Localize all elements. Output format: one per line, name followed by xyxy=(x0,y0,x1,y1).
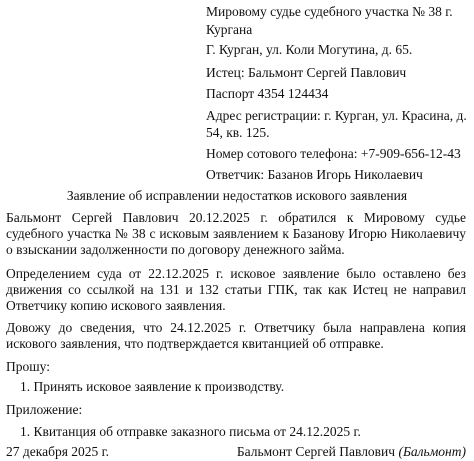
registration-line-1: Адрес регистрации: г. Курган, ул. Красина, д. xyxy=(206,108,467,123)
paragraph-2: Определением суда от 22.12.2025 г. исковое заявление было оставлено без движения со ссылкой на 131 и 132 статьи ГПК, так как Истец не направил Ответчику копию искового заявления. xyxy=(6,266,466,313)
paragraph-1: Бальмонт Сергей Павлович 20.12.2025 г. обратился к Мировому судье судебного участка № 38 с исковым заявлением к Базанову Игорю Николаевичу о взыскании задолженности по договору денежного займа. xyxy=(6,210,466,257)
plaintiff: Истец: Бальмонт Сергей Павлович xyxy=(206,65,407,80)
handwritten-signature: (Бальмонт) xyxy=(398,444,466,459)
signature-block xyxy=(237,444,466,460)
signature-date: 27 декабря 2025 г. xyxy=(6,444,110,459)
signer-name: Бальмонт Сергей Павлович xyxy=(236,444,396,459)
attachment-heading: Приложение: xyxy=(6,402,83,417)
phone: Номер сотового телефона: +7-909-656-12-43 xyxy=(206,146,461,161)
attachment-item: 1. Квитанция об отправке заказного письма от 24.12.2025 г. xyxy=(20,424,361,439)
paragraph-3: Довожу до сведения, что 24.12.2025 г. Ответчику была направлена копия искового заявления, что подтверждается квитанцией об отправке. xyxy=(6,320,466,351)
addressee-line-2: Кургана xyxy=(206,22,253,37)
document-title: Заявление об исправлении недостатков искового заявления xyxy=(66,188,408,203)
passport: Паспорт 4354 124434 xyxy=(206,86,329,101)
request-heading: Прошу: xyxy=(6,359,50,374)
defendant: Ответчик: Базанов Игорь Николаевич xyxy=(206,167,423,182)
addressee-line-1: Мировому судье судебного участка № 38 г. xyxy=(206,4,453,19)
court-address: Г. Курган, ул. Коли Могутина, д. 65. xyxy=(206,42,413,57)
request-item: 1. Принять исковое заявление к производству. xyxy=(20,379,285,394)
registration-line-2: 54, кв. 125. xyxy=(206,125,270,140)
